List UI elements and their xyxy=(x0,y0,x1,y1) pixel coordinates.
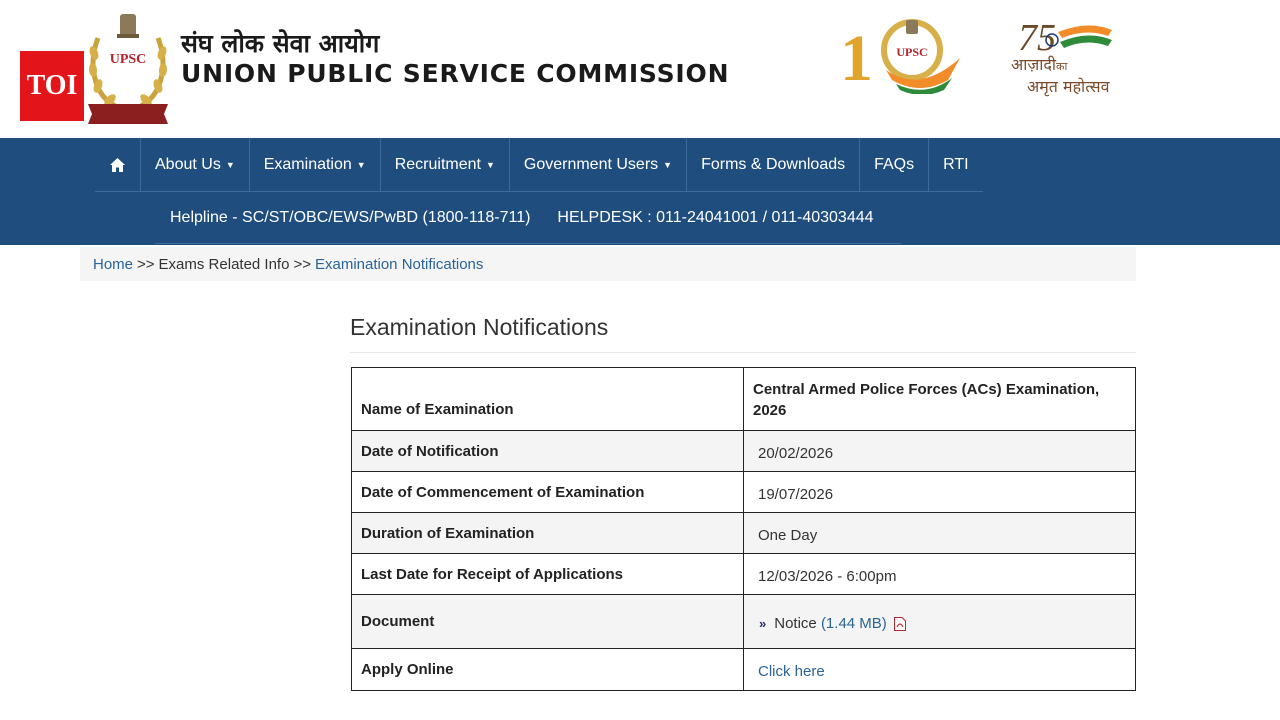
site-title-hindi: संघ लोक सेवा आयोग xyxy=(181,29,380,58)
nav-home-button[interactable] xyxy=(95,138,141,192)
caret-down-icon: ▼ xyxy=(225,160,235,170)
pdf-icon[interactable] xyxy=(894,617,906,631)
page-title: Examination Notifications xyxy=(350,314,609,340)
title-divider xyxy=(350,352,1136,353)
nav-government-users[interactable] xyxy=(510,138,687,192)
name-of-examination-value: Central Armed Police Forces (ACs) Examination, 2026 xyxy=(744,368,1136,431)
table-row xyxy=(352,513,1136,554)
notice-download-link[interactable]: (1.44 MB) xyxy=(820,615,887,632)
nav-faqs-label: FAQs xyxy=(874,156,915,173)
breadcrumb xyxy=(80,247,1136,281)
date-of-commencement-label: Date of Commencement of Examination xyxy=(352,472,744,513)
date-of-commencement-value: 19/07/2026 xyxy=(744,472,1136,513)
date-of-notification-value: 20/02/2026 xyxy=(744,431,1136,472)
table-row xyxy=(352,649,1136,691)
logo-75-number: 75 xyxy=(1018,17,1056,59)
nav-rti-label: RTI xyxy=(943,156,969,173)
nav-recruitment[interactable] xyxy=(381,138,510,192)
nav-forms-downloads-label: Forms & Downloads xyxy=(701,156,846,173)
last-date-value: 12/03/2026 - 6:00pm xyxy=(744,554,1136,595)
breadcrumb-home-link[interactable]: Home xyxy=(93,255,134,273)
nav-government-users-label: Government Users xyxy=(523,156,659,173)
toi-badge: TOI xyxy=(20,51,84,121)
site-title-english: UNION PUBLIC SERVICE COMMISSION xyxy=(181,59,730,88)
site-header xyxy=(0,0,1280,138)
document-value xyxy=(744,595,1136,649)
upsc-emblem-logo[interactable] xyxy=(84,8,172,126)
name-of-examination-label: Name of Examination xyxy=(352,368,744,431)
nav-examination-label: Examination xyxy=(263,156,352,173)
home-icon xyxy=(110,158,125,172)
date-of-notification-label: Date of Notification xyxy=(352,431,744,472)
table-row xyxy=(352,554,1136,595)
nav-recruitment-label: Recruitment xyxy=(394,156,481,173)
svg-text:UPSC: UPSC xyxy=(109,52,147,67)
apply-online-click-here-link[interactable]: Click here xyxy=(758,663,825,680)
nav-rti[interactable] xyxy=(929,138,982,192)
table-row xyxy=(352,472,1136,513)
nav-menu-row xyxy=(95,138,983,192)
caret-down-icon: ▼ xyxy=(663,160,673,170)
table-row xyxy=(352,595,1136,649)
breadcrumb-exams-related-info: Exams Related Info xyxy=(158,255,290,273)
svg-text:UPSC: UPSC xyxy=(896,45,928,59)
last-date-label: Last Date for Receipt of Applications xyxy=(352,554,744,595)
helpdesk-text: HELPDESK : 011-24041001 / 011-40303444 xyxy=(557,208,874,226)
exam-details-table xyxy=(351,367,1136,691)
breadcrumb-separator: >> xyxy=(137,255,155,273)
azadi-line2: अमृत महोत्सव xyxy=(1027,77,1110,96)
svg-text:1: 1 xyxy=(840,22,873,94)
azadi-tagline xyxy=(1011,55,1110,97)
caret-down-icon: ▼ xyxy=(356,160,366,170)
helpline-text: Helpline - SC/ST/OBC/EWS/PwBD (1800-118-711) xyxy=(170,208,531,226)
upsc-centenary-logo xyxy=(840,14,965,94)
helpline-bar xyxy=(155,192,901,244)
apply-online-label: Apply Online xyxy=(352,649,744,691)
nav-about-us[interactable] xyxy=(141,138,250,192)
bullet-icon: » xyxy=(759,616,767,631)
breadcrumb-separator: >> xyxy=(293,255,311,273)
notice-text: Notice xyxy=(774,615,817,632)
duration-label: Duration of Examination xyxy=(352,513,744,554)
table-row xyxy=(352,431,1136,472)
nav-about-us-label: About Us xyxy=(155,156,221,173)
document-label: Document xyxy=(352,595,744,649)
table-row xyxy=(352,368,1136,431)
duration-value: One Day xyxy=(744,513,1136,554)
nav-examination[interactable] xyxy=(250,138,381,192)
azadi-line1: आज़ादी xyxy=(1011,55,1057,74)
nav-faqs[interactable] xyxy=(860,138,929,192)
nav-forms-downloads[interactable] xyxy=(687,138,860,192)
azadi-ka: का xyxy=(1056,60,1068,73)
breadcrumb-current-link[interactable]: Examination Notifications xyxy=(314,255,484,273)
caret-down-icon: ▼ xyxy=(485,160,495,170)
main-navigation xyxy=(0,138,1280,245)
apply-online-value xyxy=(744,649,1136,691)
